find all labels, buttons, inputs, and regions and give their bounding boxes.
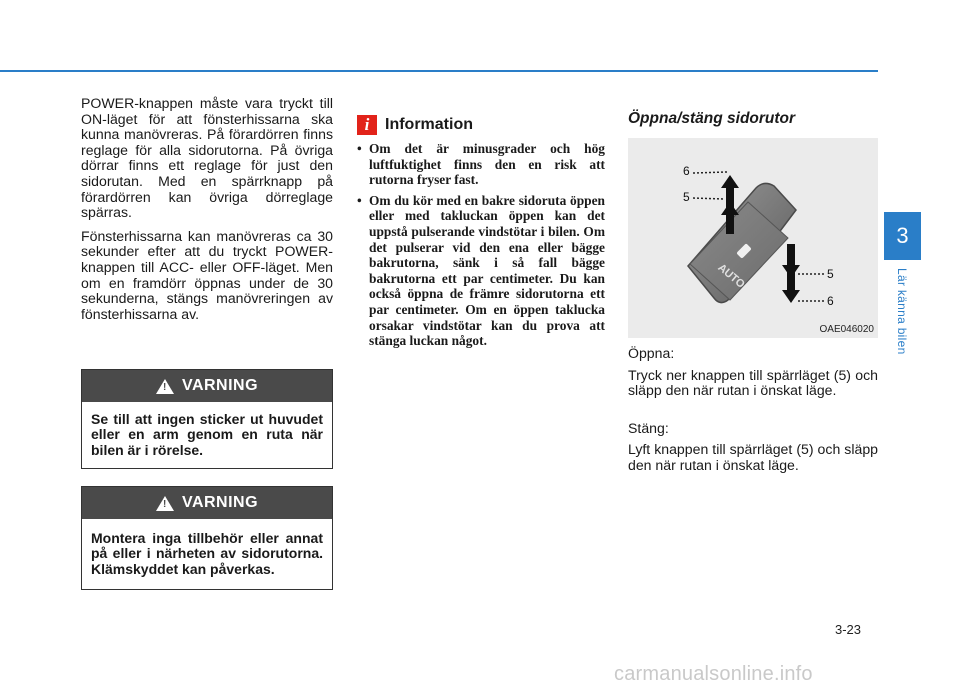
figure-label: 6 (827, 294, 834, 308)
window-switch-illustration (628, 138, 878, 338)
arrow-down-icon (782, 271, 800, 303)
warning-icon: ! (156, 379, 174, 394)
warning-icon: ! (156, 496, 174, 511)
auto-label: AUTO (715, 261, 747, 291)
close-text: Lyft knappen till spärrläget (5) och släpp den när rutan i önskat läge. (628, 441, 878, 473)
warning-header (82, 487, 332, 519)
warning-text: Se till att ingen sticker ut huvudet eller en arm genom en ruta när bilen är i rörelse. (91, 411, 323, 458)
info-title: Information (385, 116, 473, 133)
section-title: Öppna/stäng sidorutor (628, 110, 796, 127)
chapter-title: Lär känna bilen (895, 268, 909, 355)
info-column (357, 115, 605, 354)
info-list (357, 141, 605, 349)
page-number: 3-23 (835, 622, 862, 637)
figure-label: 6 (683, 164, 690, 178)
body-paragraph: POWER-knappen måste vara tryckt till ON-läget för att fönsterhissarna ska kunna manövreras. På förardörren finns reglage för alla sidorutorna. På övriga dörrar finns ett reglage för just den sidorutan. Med en spärrknapp på förardörren kan övriga dörreglage spärras. (81, 95, 333, 221)
left-column (81, 96, 333, 330)
warning-box (81, 369, 333, 469)
watermark: carmanualsonline.info (614, 663, 813, 685)
warning-text: Montera inga tillbehör eller annat på eller i närheten av sidorutorna. Klämskyddet kan påverkas. (91, 530, 323, 577)
info-icon: i (357, 115, 377, 135)
close-label: Stäng: (628, 419, 669, 436)
right-column (628, 96, 878, 482)
top-rule (0, 70, 878, 72)
warning-title: VARNING (181, 494, 259, 511)
window-switch-figure (628, 138, 878, 338)
list-item: • Om du kör med en bakre sidoruta öppen eller med takluckan öppen kan det uppstå pulserande vindstötar i bilen. Om det pulserar vid den ena eller bägge bakrutorna, sänk i så fall bägge bakrutorna ett par centimeter. Du kan också öppna de främre sidorutorna ett par centimeter. Om en öppen taklucka orsakar vindstötar kan du prova att stänga luckan något. (357, 193, 605, 349)
info-heading (357, 115, 605, 135)
figure-label: 5 (827, 267, 834, 281)
open-text: Tryck ner knappen till spärrläget (5) och släpp den när rutan i önskat läge. (628, 366, 878, 399)
open-label: Öppna: (628, 345, 675, 361)
warning-header (82, 370, 332, 402)
warning-title: VARNING (181, 377, 259, 394)
list-item: • Om det är minusgrader och hög luftfuktighet finns den en risk att rutorna fryser fast. (357, 141, 605, 188)
chapter-tab: 3 (884, 212, 921, 260)
figure-code: OAE046020 (819, 324, 874, 335)
body-paragraph: Fönsterhissarna kan manövreras ca 30 sekunder efter att du tryckt POWER-knappen till ACC- eller OFF-läget. Men om en framdörr öppnas under de 30 sekunderna, stängs manövreringen av fönsterhissarna av. (81, 227, 333, 322)
figure-label: 5 (683, 190, 690, 204)
warning-box (81, 486, 333, 590)
